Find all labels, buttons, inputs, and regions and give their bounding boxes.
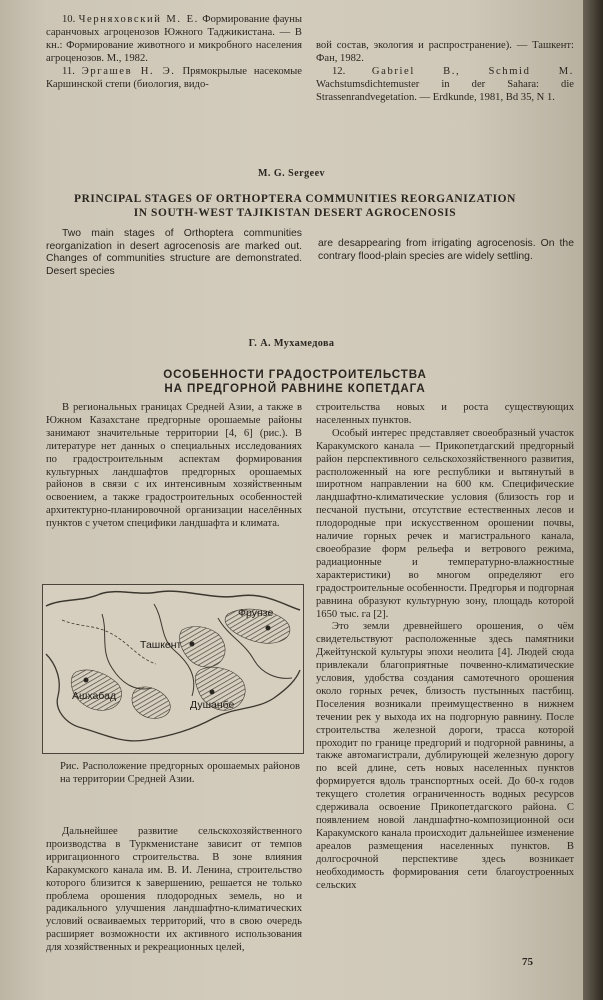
- reference-10: [46, 14, 302, 66]
- reference-text: Wachstumsdichtemuster in der Sahara: die Strassenrandvegetation. — Erdkunde, 1981, Bd 35, N 1.: [316, 78, 574, 103]
- russian-title-line-1: ОСОБЕННОСТИ ГРАДОСТРОИТЕЛЬСТВА: [163, 368, 427, 381]
- russian-author: Г. А. Мухамедова: [248, 338, 335, 349]
- reference-number: 12.: [332, 65, 346, 77]
- city-marker-tashkent: [190, 642, 195, 647]
- russian-title: [60, 368, 530, 396]
- body-paragraph: Особый интерес представляет своеобразный участок Каракумского канала — Прикопетдагский предгорный район перспективного сельскохозяйственного развития, расположенный на юге республики и вытянутый в широтном направлении на 600 км. Специфические ландшафтно-климатические условия (близость гор и песчаной пустыни, отсутствие естественных лесов и плодородные при искусственном орошении почвы, наличие горных речек и магистрального канала, своеобразие форм рельефа и ветрового режима, радиационные и температурно-влажностные характеристики) во многом определяют его градостроительные особенности. Предгорья и подгорная равнина образуют культурную зону, площадь которой 1650 тыс. га [2].: [316, 427, 574, 620]
- map-label-dushanbe: Душанбе: [190, 699, 235, 711]
- references-right-column: [316, 40, 574, 105]
- reference-text: Прямокрылые насекомые Каршинской степи (биология, видо-: [46, 65, 302, 90]
- map-figure: [42, 584, 304, 754]
- russian-left-after-figure: [46, 826, 302, 955]
- body-paragraph: Это земли древнейшего орошения, о чём свидетельствуют расположенные здесь памятники Джейтунской культуры эпохи неолита [4]. Людей сюда привлекали благоприятные почвенно-климатические условия, удобства создания самотечного орошения около горных речек, близость пустынных пастбищ. Поселения возникали преимущественно в нижнем течении рек у выхода их на подгорную равнину. После строительства железной дороги, трасса которой проходит по границе предгорий и подгорной равнины, а также автомагистрали, дублирующей железную дорогу по всей длине, сеть новых населенных пунктов формируется вдоль транспортных осей. До 60-х годов текущего столетия ограниченность водных ресурсов сдерживала освоение Прикопетдагского района. С появлением новой ландшафтно-композиционной оси Каракумского канала происходит дальнейшее изменение ареалов размещения населенных пунктов. В долгосрочной перспективе здесь возникает необходимость формирования сети благоустроенных сельских: [316, 621, 574, 891]
- reference-authors: Gabriel B., Schmid M.: [371, 65, 574, 77]
- references-left-column: [46, 14, 302, 91]
- reference-authors: Черняховский М. Е.: [78, 14, 199, 25]
- reference-12: [316, 66, 574, 105]
- reference-text: Формирование фауны саранчовых агроценозов Южного Таджикистана. — В кн.: Формирование животного и микробного населения агроценозов. М., 1982.: [46, 14, 302, 64]
- body-paragraph: Дальнейшее развитие сельскохозяйственного производства в Туркменистане зависит от темпов ирригационного строительства. В зоне влияния Каракумского канала им. В. И. Ленина, строительство которого близится к завершению, решается не только проблема орошения плодородных земель, но и радикального улучшения ландшафтно-климатических условий осваиваемых территорий, что в свою очередь расширяет возможности их активного использования для хозяйственных и рекреационных целей,: [46, 826, 302, 954]
- reference-text: вой состав, экология и распространение). — Ташкент: Фан, 1982.: [316, 40, 574, 64]
- english-abstract-text: are desappearing from irrigating agrocenosis. On the contrary flood-plain species are widely settling.: [318, 238, 574, 262]
- page-number: 75: [522, 956, 533, 968]
- figure-caption-text: Расположение предгорных орошаемых районов на территории Средней Азии.: [60, 761, 300, 785]
- reference-number: 11.: [62, 65, 75, 77]
- figure-caption-prefix: Рис.: [60, 761, 79, 772]
- english-abstract-text: Two main stages of Orthoptera communities reorganization in desert agrocenosis are marked out. Changes of communities structure are demonstrated. Desert species: [46, 228, 302, 277]
- figure-caption: [60, 760, 300, 786]
- english-abstract-right: [318, 238, 574, 263]
- english-title: [30, 192, 560, 220]
- city-marker-ashkhabad: [84, 678, 89, 683]
- city-marker-frunze: [266, 626, 271, 631]
- page-edge-shadow: [583, 0, 603, 1000]
- russian-right-column: [316, 402, 574, 892]
- english-abstract-left: [46, 228, 302, 278]
- russian-title-line-2: НА ПРЕДГОРНОЙ РАВНИНЕ КОПЕТДАГА: [164, 382, 426, 395]
- map-label-tashkent: Ташкент: [140, 639, 182, 651]
- city-marker-dushanbe: [210, 690, 215, 695]
- english-title-line-2: IN SOUTH-WEST TAJIKISTAN DESERT AGROCENOSIS: [133, 207, 457, 219]
- english-author: M. G. Sergeev: [257, 168, 326, 179]
- body-paragraph: строительства новых и роста существующих населенных пунктов.: [316, 402, 574, 426]
- reference-11: [46, 66, 302, 92]
- map-label-frunze: Фрунзе: [238, 607, 274, 619]
- english-title-line-1: PRINCIPAL STAGES OF ORTHOPTERA COMMUNITIES REORGANIZATION: [74, 193, 516, 205]
- russian-left-intro: [46, 402, 302, 531]
- reference-11-continued: [316, 40, 574, 66]
- reference-authors: Эргашев Н. Э.: [81, 65, 176, 77]
- reference-number: 10.: [62, 14, 76, 25]
- body-paragraph: В региональных границах Средней Азии, а также в Южном Казахстане предгорные орошаемые районы занимают значительные территории [4, 6] (рис.). В литературе нет данных о специальных исследованиях по градостроительным аспектам формирования культурных ландшафтов предгорных орошаемых районов в связи с их интенсивным хозяйственным освоением, а также градостроительных особенностей архитектурно-планировочной организации населённых пунктов с учетом специфики ландшафта и климата.: [46, 402, 302, 530]
- map-label-ashkhabad: Ашхабад: [72, 690, 117, 702]
